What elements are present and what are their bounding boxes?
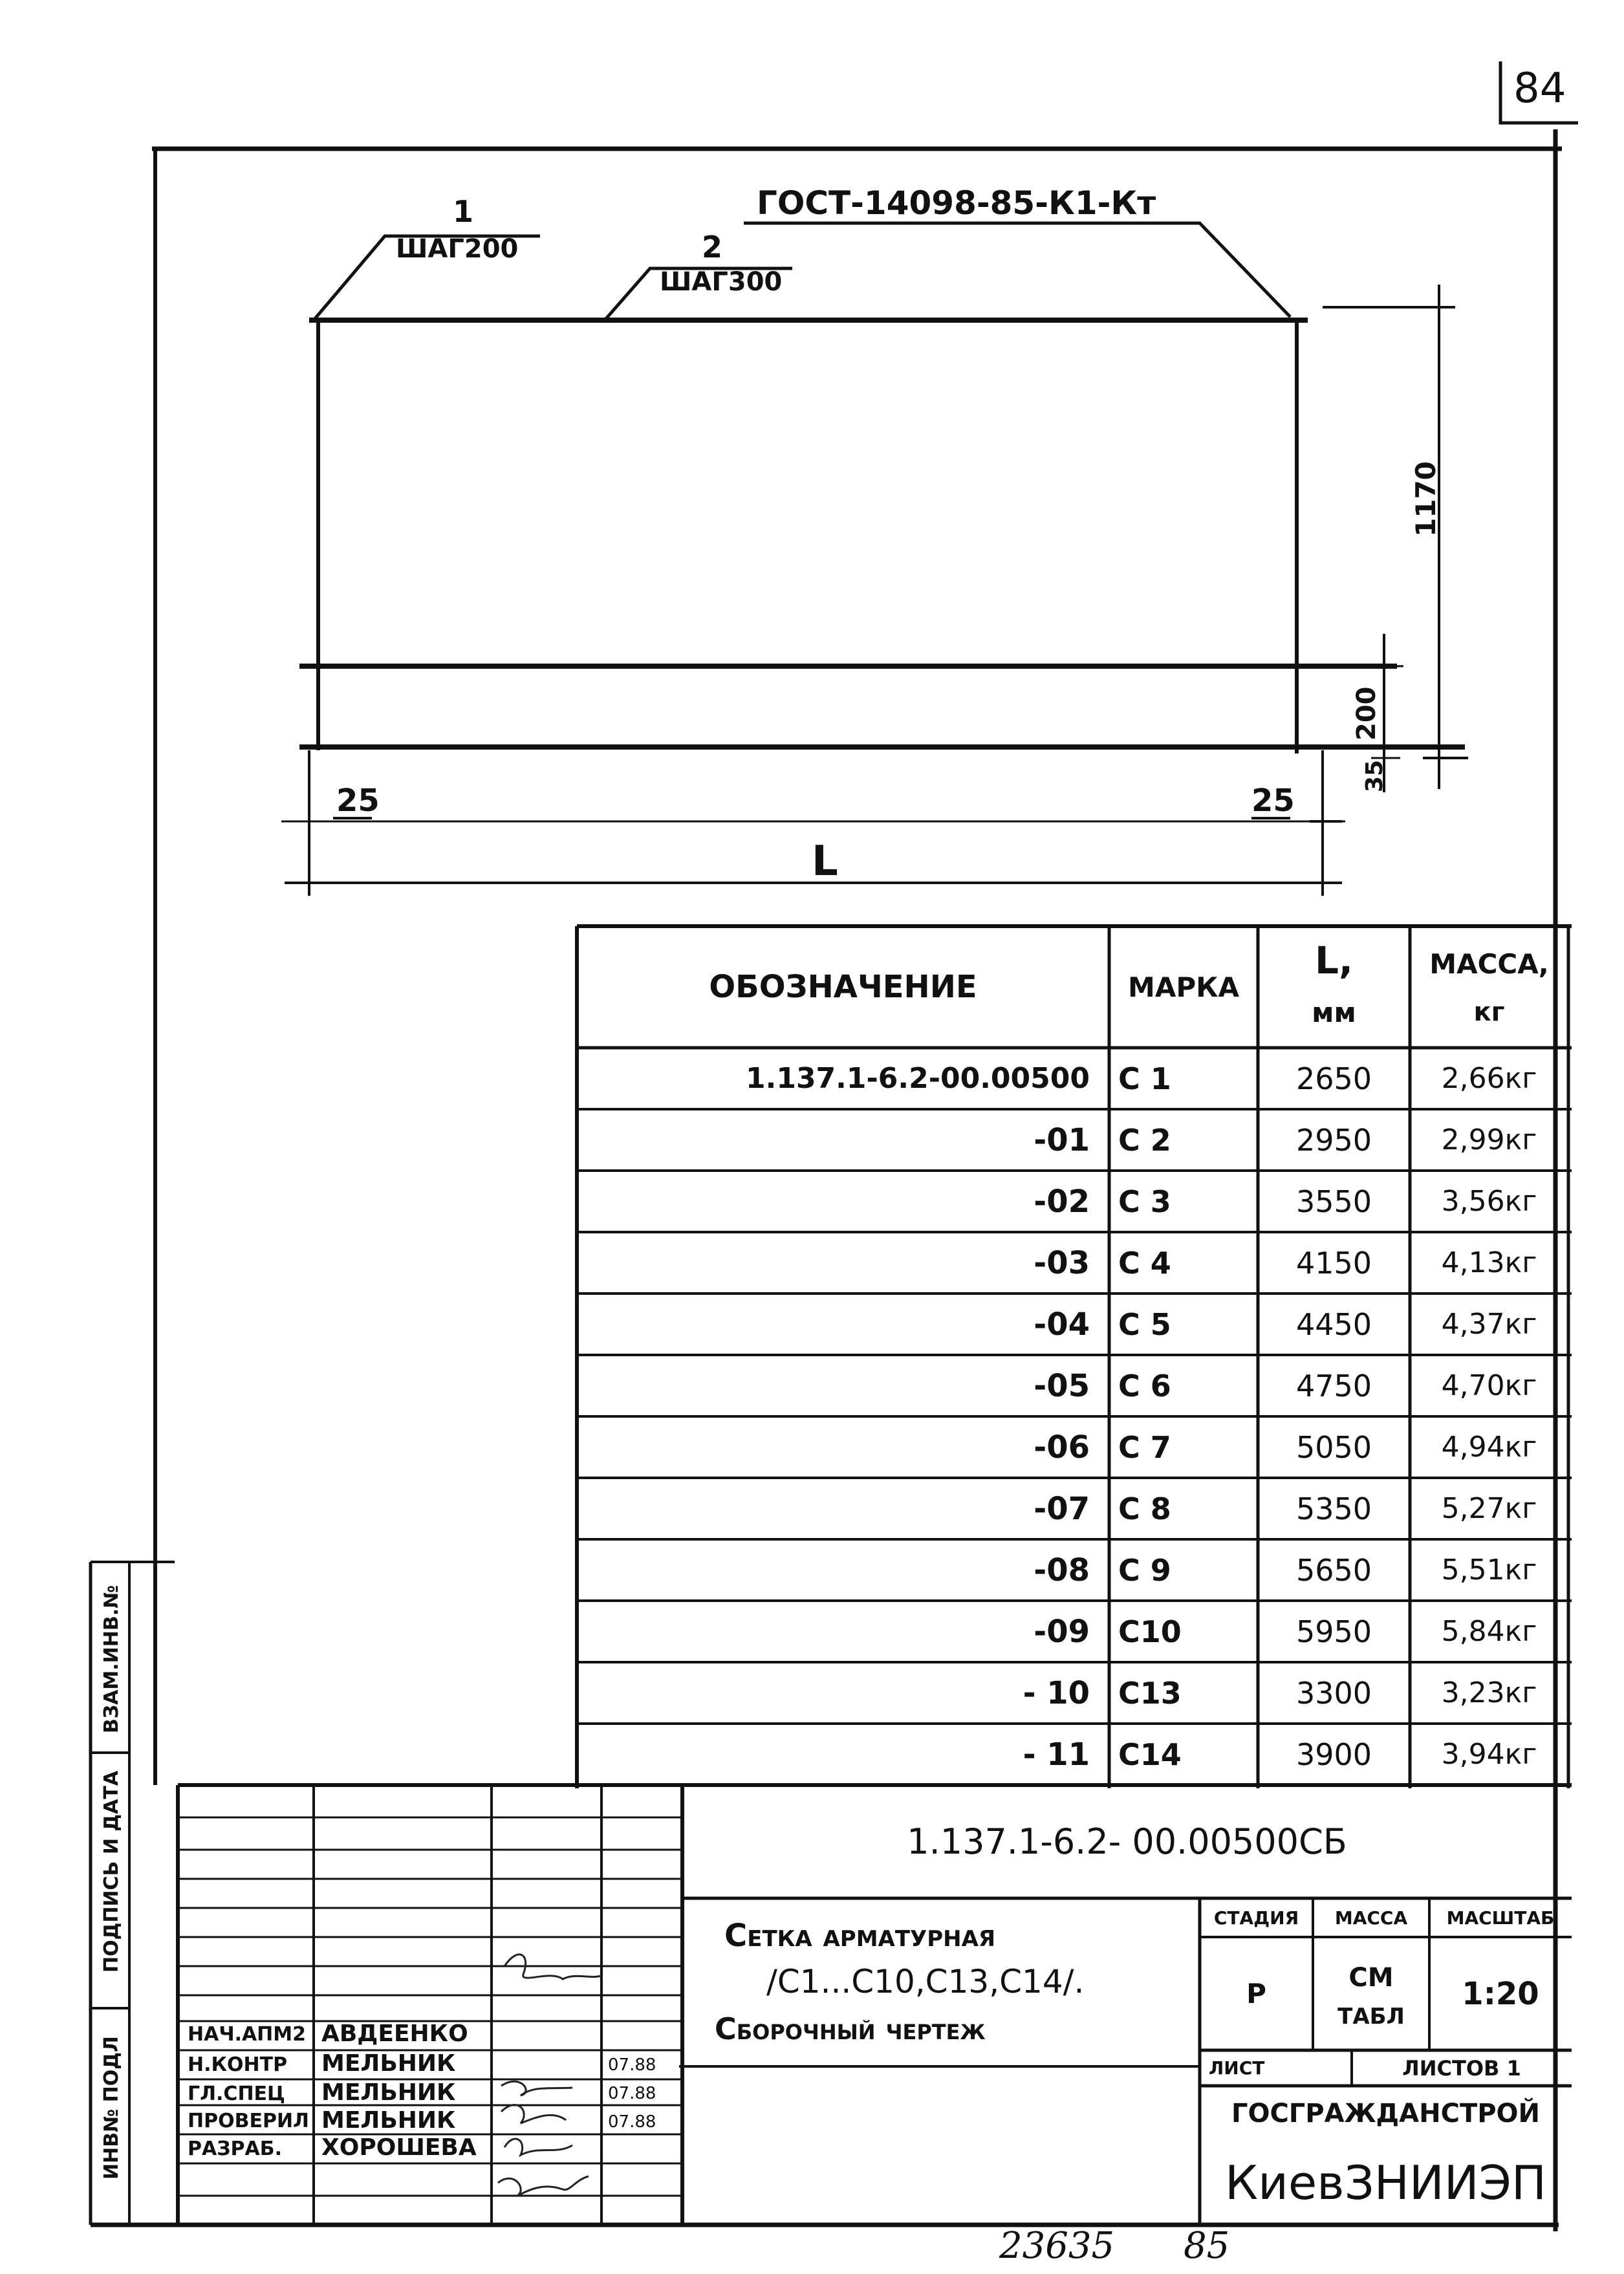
row-length: 5650 xyxy=(1295,1552,1372,1588)
staff-name: ХОРОШЕВА xyxy=(321,2134,477,2161)
row-mass: 4,13кг xyxy=(1441,1246,1537,1279)
row-mark: С14 xyxy=(1118,1737,1182,1772)
sheets-label: ЛИСТОВ 1 xyxy=(1402,2055,1521,2081)
row-mass: 4,94кг xyxy=(1441,1431,1537,1464)
row-designation: -04 xyxy=(1034,1306,1090,1343)
organization: ГОСГРАЖДАНСТРОЙ xyxy=(1231,2098,1541,2128)
row-mass: 5,27кг xyxy=(1441,1492,1537,1525)
row-designation: - 10 xyxy=(1023,1674,1090,1711)
row-designation: -02 xyxy=(1034,1183,1090,1220)
gost-label: ГОСТ-14098-85-К1-Кт xyxy=(757,184,1156,222)
position-2-step: ШАГ300 xyxy=(660,267,783,297)
position-1-step: ШАГ200 xyxy=(396,234,519,264)
row-mass: 2,99кг xyxy=(1441,1123,1537,1156)
signatures xyxy=(498,1955,601,2196)
row-mass: 3,94кг xyxy=(1441,1738,1537,1771)
row-length: 5050 xyxy=(1295,1429,1372,1465)
mass-value-line1: СМ xyxy=(1348,1962,1394,1993)
row-length: 4150 xyxy=(1295,1245,1372,1281)
row-mark: С 1 xyxy=(1118,1061,1171,1096)
staff-role: ГЛ.СПЕЦ xyxy=(188,2083,285,2105)
side-stamp-replaced-inv: ВЗАМ.ИНВ.№ xyxy=(100,1585,123,1733)
header-mass-line2: кг xyxy=(1473,997,1505,1027)
header-mark: МАРКА xyxy=(1128,971,1239,1003)
row-mark: С 6 xyxy=(1118,1368,1171,1403)
staff-name: МЕЛЬНИК xyxy=(321,2050,456,2077)
row-designation: -05 xyxy=(1034,1367,1090,1404)
row-mark: С 2 xyxy=(1118,1122,1171,1158)
row-mass: 4,70кг xyxy=(1441,1369,1537,1402)
row-mass: 4,37кг xyxy=(1441,1308,1537,1341)
page-number: 84 xyxy=(1513,65,1566,113)
stage-value: Р xyxy=(1246,1978,1266,2009)
row-mark: С 3 xyxy=(1118,1184,1171,1219)
title-line-3: Сборочный чертеж xyxy=(715,2011,986,2046)
title-line-2: /С1...С10,С13,С14/. xyxy=(766,1963,1085,2000)
dimension-1170: 1170 xyxy=(1410,461,1442,537)
row-length: 5350 xyxy=(1295,1491,1372,1526)
footer-number: 23635 xyxy=(999,2225,1115,2267)
header-length-line1: L, xyxy=(1315,938,1353,982)
row-designation: -03 xyxy=(1034,1244,1090,1281)
scale-label: МАСШТАБ xyxy=(1446,1907,1555,1929)
header-designation: ОБОЗНАЧЕНИЕ xyxy=(709,969,977,1005)
row-mass: 3,56кг xyxy=(1441,1185,1537,1218)
row-designation: -09 xyxy=(1034,1613,1090,1650)
row-mark: С13 xyxy=(1118,1675,1182,1711)
dimension-left-25: 25 xyxy=(336,783,380,819)
staff-role: Н.КОНТР xyxy=(188,2053,288,2076)
position-1-number: 1 xyxy=(453,194,474,229)
staff-role: РАЗРАБ. xyxy=(188,2138,282,2160)
row-designation: -07 xyxy=(1034,1490,1090,1527)
side-stamp-inv-no: ИНВ№ ПОДЛ xyxy=(100,2036,123,2180)
row-mass: 3,23кг xyxy=(1441,1676,1537,1709)
row-mark: С 7 xyxy=(1118,1429,1171,1465)
row-length: 5950 xyxy=(1295,1614,1372,1649)
row-length: 2950 xyxy=(1295,1122,1372,1158)
position-2-number: 2 xyxy=(702,230,723,265)
staff-role: ПРОВЕРИЛ xyxy=(188,2110,309,2132)
row-length: 3900 xyxy=(1295,1737,1372,1772)
staff-date: 07.88 xyxy=(608,2112,656,2132)
row-mark: С 9 xyxy=(1118,1552,1171,1588)
dimension-right-25: 25 xyxy=(1251,783,1295,819)
staff-date: 07.88 xyxy=(608,2055,656,2075)
header-mass-line1: МАССА, xyxy=(1429,948,1549,980)
row-mark: С 4 xyxy=(1118,1245,1171,1281)
row-length: 2650 xyxy=(1295,1061,1372,1096)
row-mark: С 8 xyxy=(1118,1491,1171,1526)
row-designation: - 11 xyxy=(1023,1736,1090,1773)
mass-value-line2: ТАБЛ xyxy=(1337,2003,1405,2030)
scale-value: 1:20 xyxy=(1462,1975,1539,2012)
row-length: 4750 xyxy=(1295,1368,1372,1403)
row-mass: 5,51кг xyxy=(1441,1554,1537,1586)
staff-role: НАЧ.АПМ2 xyxy=(188,2023,307,2046)
title-line-1: Сетка арматурная xyxy=(724,1918,996,1954)
row-length: 3550 xyxy=(1295,1184,1372,1219)
mass-label: МАССА xyxy=(1334,1907,1408,1929)
staff-name: МЕЛЬНИК xyxy=(321,2107,456,2134)
row-length: 4450 xyxy=(1295,1306,1372,1342)
row-mass: 5,84кг xyxy=(1441,1615,1537,1648)
row-mass: 2,66кг xyxy=(1441,1062,1537,1095)
row-length: 3300 xyxy=(1295,1675,1372,1711)
institute: КиевЗНИИЭП xyxy=(1224,2156,1547,2210)
staff-date: 07.88 xyxy=(608,2084,656,2103)
footer-sheet: 85 xyxy=(1184,2225,1230,2267)
dimension-200: 200 xyxy=(1352,686,1381,741)
row-designation: -01 xyxy=(1034,1121,1090,1158)
row-designation: -06 xyxy=(1034,1429,1090,1466)
row-mark: С10 xyxy=(1118,1614,1182,1649)
row-designation: 1.137.1-6.2-00.00500 xyxy=(746,1062,1090,1095)
dimension-length: L xyxy=(812,838,838,885)
staff-name: МЕЛЬНИК xyxy=(321,2079,456,2106)
stage-label: СТАДИЯ xyxy=(1213,1907,1299,1929)
staff-name: АВДЕЕНКО xyxy=(321,2020,468,2047)
leader-gost xyxy=(744,223,1290,317)
side-stamp-sign-date: ПОДПИСЬ И ДАТА xyxy=(100,1770,123,1973)
dimension-35: 35 xyxy=(1361,759,1388,792)
document-code: 1.137.1-6.2- 00.00500СБ xyxy=(907,1821,1347,1862)
row-mark: С 5 xyxy=(1118,1306,1171,1342)
row-designation: -08 xyxy=(1034,1552,1090,1588)
header-length-line2: мм xyxy=(1312,996,1356,1028)
sheet-label: ЛИСТ xyxy=(1209,2057,1265,2079)
